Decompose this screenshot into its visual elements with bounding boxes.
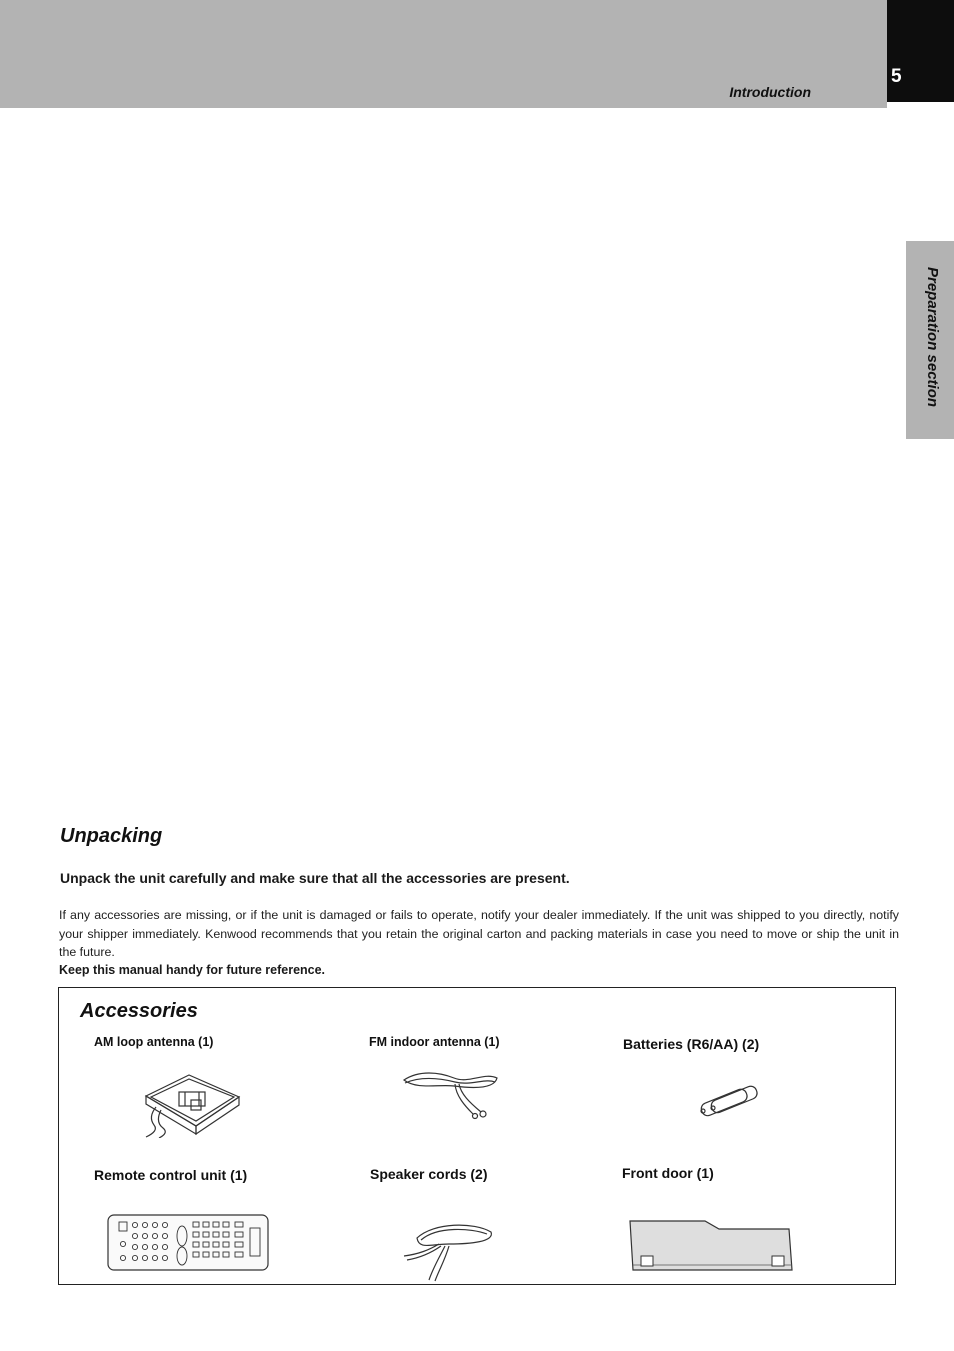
batteries-icon xyxy=(694,1082,766,1118)
accessory-label-fm-indoor-antenna: FM indoor antenna (1) xyxy=(369,1035,500,1049)
side-section-tab xyxy=(906,241,954,439)
accessory-label-front-door: Front door (1) xyxy=(622,1165,714,1181)
unpacking-body: If any accessories are missing, or if the unit is damaged or fails to operate, notify your dealer immediately. If the unit was shipped to you directly, notify your shipper immediately. Kenwood recommends that you retain the original carton and packing materials in case you need to move or ship the unit in the future. xyxy=(59,908,899,960)
accessory-label-remote-control: Remote control unit (1) xyxy=(94,1167,248,1183)
unpacking-lead: Unpack the unit carefully and make sure that all the accessories are present. xyxy=(60,870,570,886)
accessory-label-speaker-cords: Speaker cords (2) xyxy=(370,1166,488,1182)
page-number: 5 xyxy=(891,66,902,87)
am-loop-antenna-icon xyxy=(141,1070,243,1138)
accessories-heading: Accessories xyxy=(80,1000,198,1022)
unpacking-note: Keep this manual handy for future reference. xyxy=(59,963,326,977)
fm-indoor-antenna-icon xyxy=(399,1068,501,1120)
speaker-cords-icon xyxy=(399,1220,499,1282)
remote-control-icon xyxy=(107,1214,273,1274)
header-section-title: Introduction xyxy=(729,84,811,100)
accessories-box xyxy=(58,987,896,1285)
unpacking-heading: Unpacking xyxy=(60,825,163,847)
page-number-tab xyxy=(887,0,954,102)
side-tab-label: Preparation section xyxy=(924,267,941,408)
front-door-icon xyxy=(627,1218,795,1274)
header-band xyxy=(0,0,887,108)
accessory-label-batteries: Batteries (R6/AA) (2) xyxy=(623,1036,760,1052)
accessory-label-am-loop-antenna: AM loop antenna (1) xyxy=(94,1035,214,1049)
